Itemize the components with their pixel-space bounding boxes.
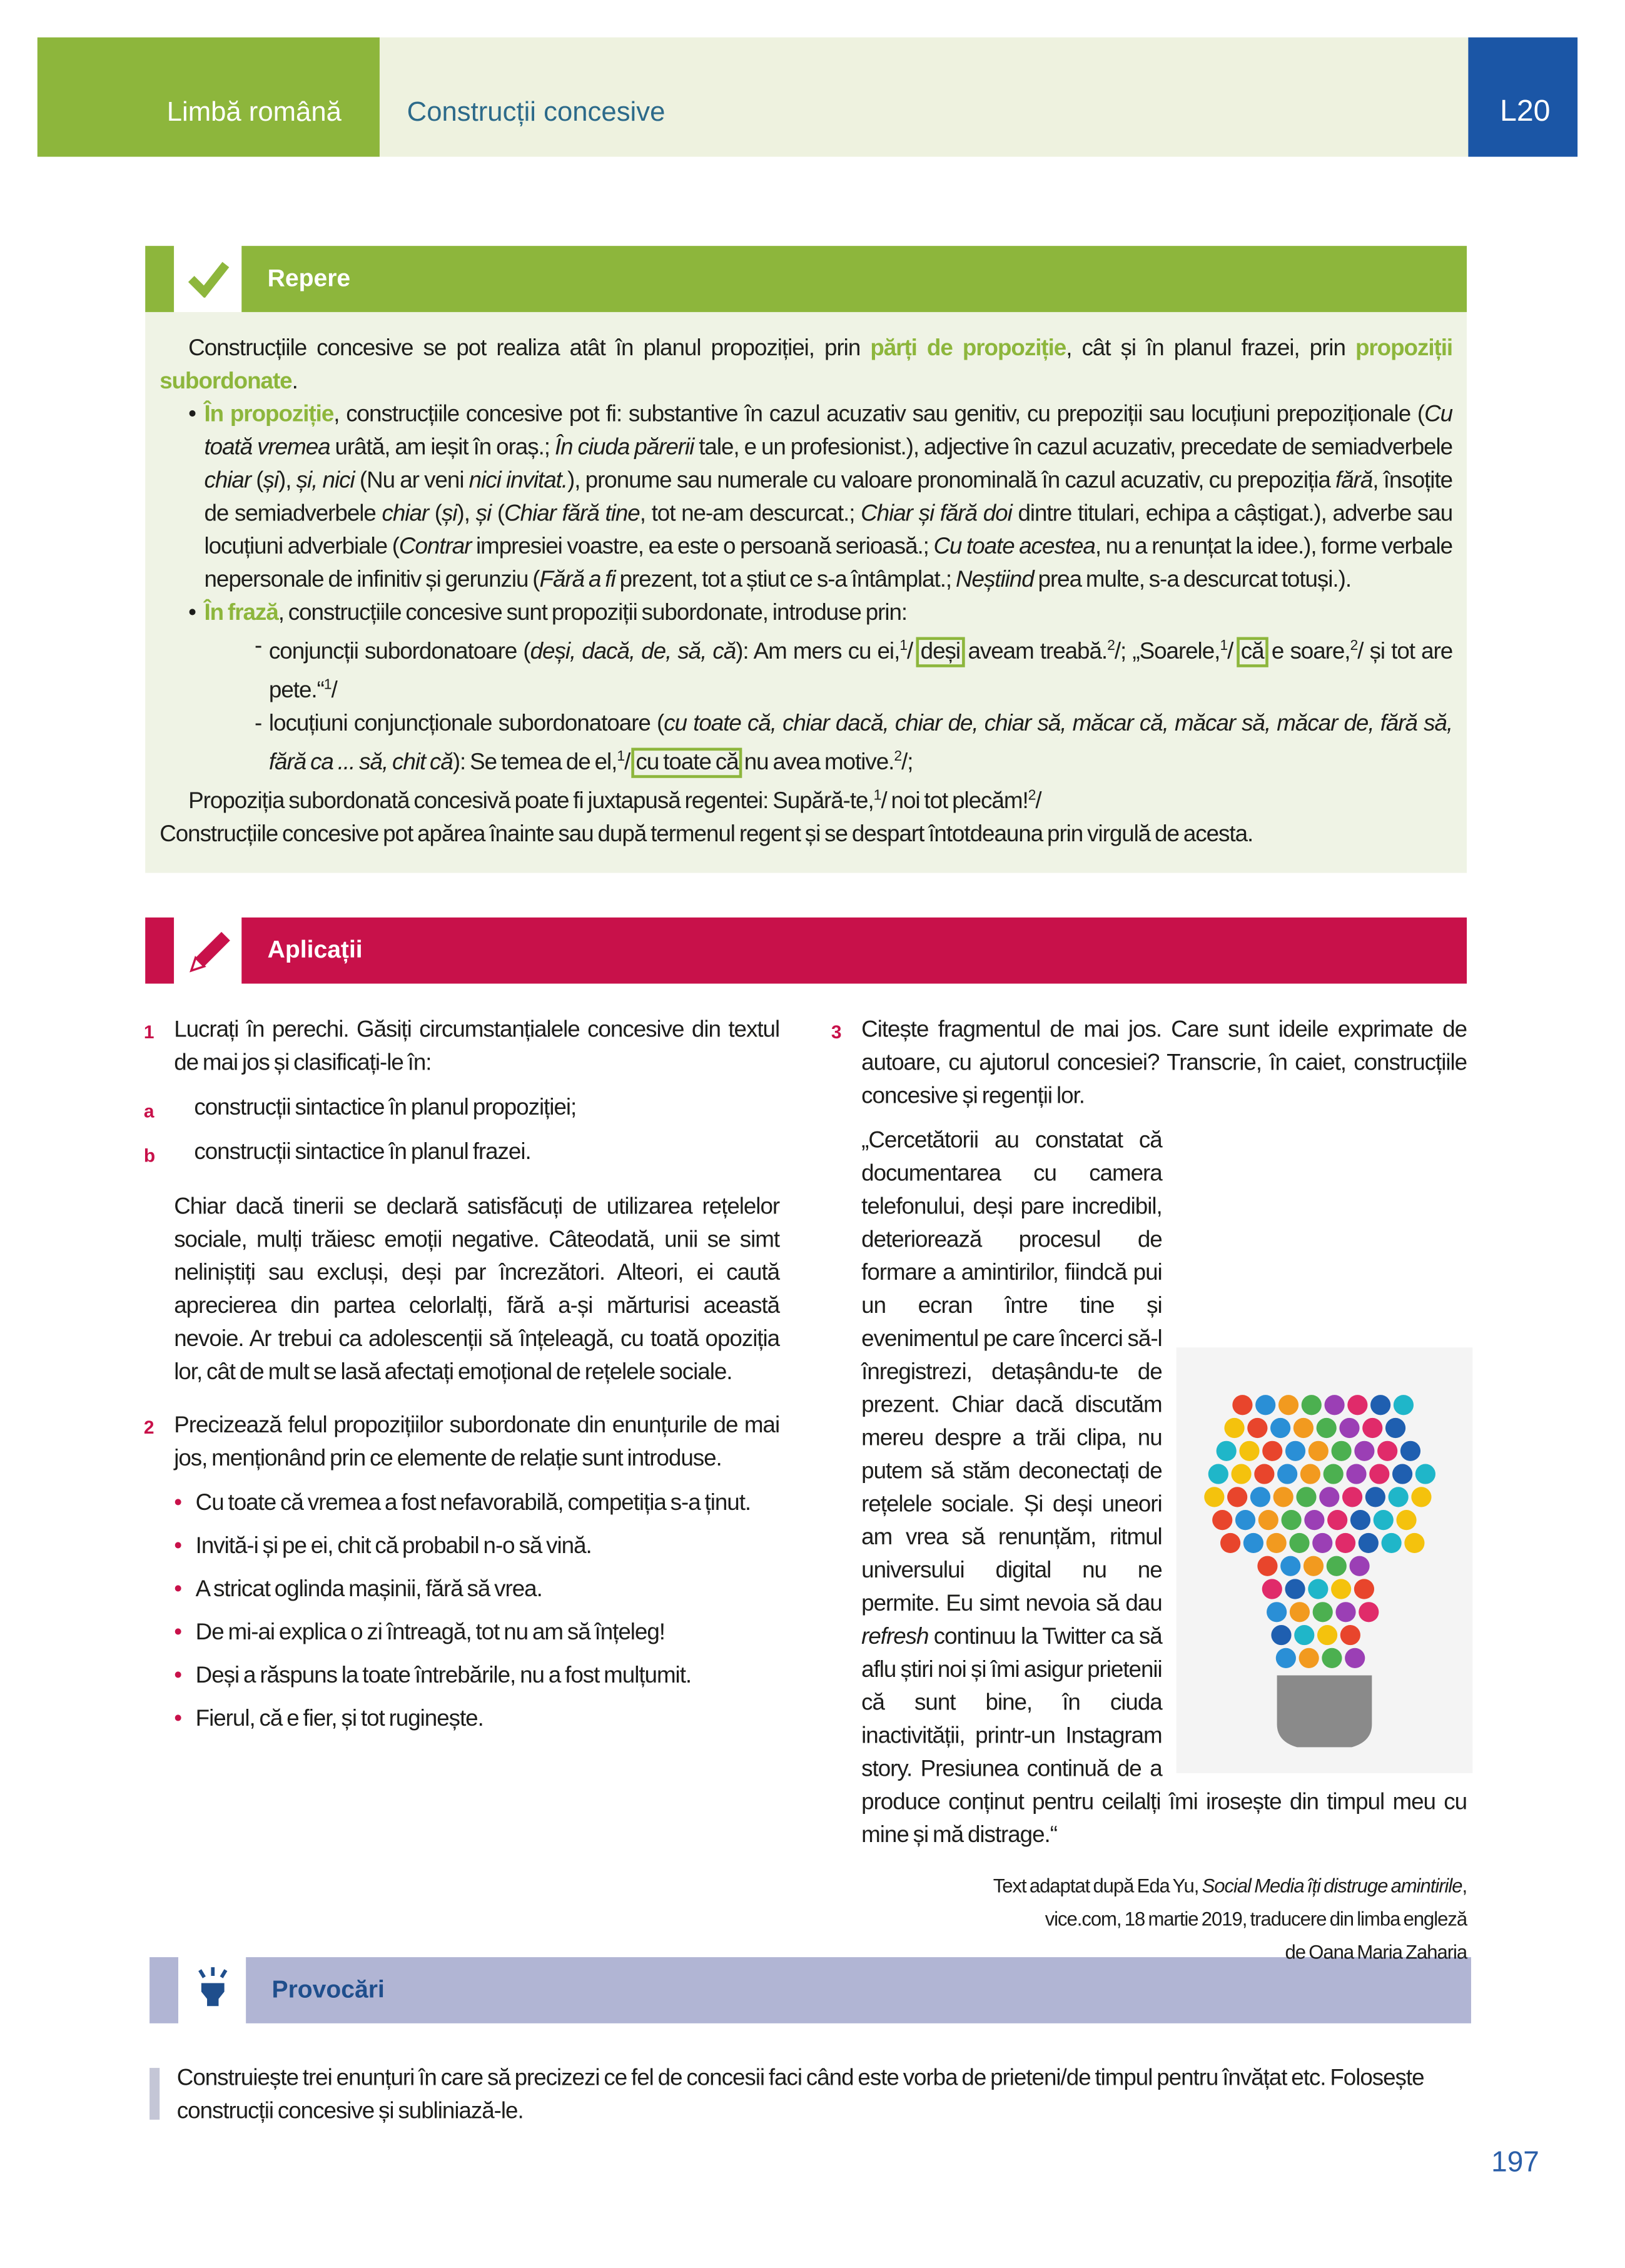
clause-index: 2: [1350, 638, 1358, 655]
social-icon: [1415, 1464, 1435, 1484]
item-letter: b: [143, 1145, 155, 1167]
sentence-item: • A stricat oglinda mașinii, fără să vrea.: [174, 1573, 779, 1606]
social-icon: [1354, 1579, 1374, 1599]
lightbulb-icon: [178, 1957, 246, 2023]
social-icon: [1335, 1533, 1355, 1553]
social-icon: [1243, 1533, 1263, 1553]
social-icon: [1340, 1625, 1360, 1645]
exercise-3-text: Citește fragmentul de mai jos. Care sunt ideile exprimate de autoare, cu ajutorul concesiei? Transcrie, în caiet, construcțiile concesive și regenții lor.: [861, 1018, 1467, 1109]
social-icon: [1304, 1556, 1324, 1576]
provocari-side-bar: [149, 2068, 159, 2120]
social-icon: [1385, 1418, 1405, 1438]
text-run: deși, dacă, de, să, că: [530, 640, 736, 665]
social-icon: [1346, 1464, 1366, 1484]
repere-dash-conjunctii: - conjuncții subordonatoare (deși, dacă, de, să, că): Am mers cu ei,$^1$/ deși aveam treabă.$^2$/; „Soarele,$^1$/ că e soare,$^2$/ și tot are pete.“$^1$/: [159, 630, 1452, 707]
boxed-connector: cu toate că: [634, 751, 740, 775]
text-run: Cu toate acestea: [933, 535, 1095, 560]
social-icon: [1280, 1556, 1300, 1576]
lesson-code: L20: [1499, 94, 1551, 128]
social-icon: [1319, 1487, 1339, 1507]
clause-index: 1: [899, 638, 908, 655]
social-icon: [1411, 1487, 1431, 1507]
text-run: vremea: [257, 435, 330, 460]
header-title-block: [380, 38, 1468, 157]
social-icon: [1262, 1579, 1282, 1599]
social-icon: [1255, 1395, 1275, 1415]
social-icon: [1224, 1418, 1244, 1438]
text-run: Chiar fără tine: [504, 502, 640, 527]
text-run: În ciuda părerii: [554, 435, 694, 460]
item-letter: a: [143, 1100, 154, 1122]
clause-index: 1: [617, 749, 625, 766]
text-run: cu toate că, chiar dacă, chiar de, chiar să, măcar că, măcar să, măcar de, fără să, fără ca ... să, chit că: [268, 712, 1453, 776]
social-icon: [1317, 1625, 1337, 1645]
social-icon: [1289, 1533, 1309, 1553]
social-icon: [1293, 1418, 1314, 1438]
social-icon: [1389, 1487, 1409, 1507]
social-icon: [1309, 1441, 1329, 1461]
social-icon: [1277, 1464, 1297, 1484]
exercise-1-item-b: [144, 1136, 779, 1169]
social-icon: [1285, 1441, 1305, 1461]
social-icon: [1271, 1625, 1291, 1645]
social-icon: [1370, 1395, 1390, 1415]
social-icon: [1212, 1510, 1232, 1530]
item-text: construcții sintactice în planul frazei.: [194, 1140, 531, 1165]
provocari-title: Provocări: [246, 1957, 1471, 2023]
provocari-strip: [149, 1957, 178, 2023]
social-icon: [1267, 1602, 1287, 1622]
clause-index: 2: [894, 749, 902, 766]
pencil-icon: [174, 918, 241, 984]
social-icon: [1374, 1510, 1394, 1530]
social-icon: [1270, 1418, 1290, 1438]
social-icon: [1262, 1441, 1282, 1461]
sentence-item: • Cu toate că vremea a fost nefavorabilă, competiția s-a ținut.: [174, 1487, 779, 1520]
repere-virgula: Construcțiile concesive pot apărea înainte sau după termenul regent și se despart întotdeauna prin virgulă de acesta.: [159, 823, 1253, 848]
social-icon: [1317, 1418, 1337, 1438]
repere-dash-locutiuni: - locuțiuni conjuncționale subordonatoare (cu toate că, chiar dacă, chiar de, chiar să, măcar că, măcar să, măcar de, fără să, fără ca ... să, chit că): Se temea de el,$^1$/ cu toate că nu avea motive.$^2$/;: [159, 707, 1452, 779]
aplicatii-header: [145, 918, 1467, 984]
page-number: 197: [1491, 2147, 1539, 2179]
social-icon: [1339, 1418, 1359, 1438]
exercise-3: [831, 1014, 1467, 1969]
social-icon: [1312, 1533, 1332, 1553]
social-icon: [1267, 1533, 1287, 1553]
social-icon: [1404, 1533, 1424, 1553]
social-icon: [1304, 1510, 1324, 1530]
sentence-item: • De mi-ai explica o zi întreagă, tot nu am să înțeleg!: [174, 1616, 779, 1649]
social-icon: [1345, 1648, 1365, 1668]
social-icon: [1308, 1579, 1328, 1599]
text-run: și: [442, 502, 457, 527]
social-icon: [1296, 1487, 1316, 1507]
social-icon: [1350, 1510, 1370, 1530]
social-icon: [1354, 1441, 1374, 1461]
social-icon: [1300, 1464, 1320, 1484]
exercise-3-quote: „Cercetătorii au constatat că documentarea cu camera telefonului, deși pare incredibil, deteriorează procesul de formare a amintirilor, fiindcă pui un ecran între tine și evenimentul pe care încerci să-l înregistrezi, detașându-te de prezent. Chiar dacă discutăm mereu despre a trăi clipa, nu putem să stăm deconectați de rețelele sociale. Și deși uneori am vrea să renunțăm, ritmul universului digital nu ne permite. Eu simt nevoia să dau refresh continuu la Twitter ca să aflu știri noi și îmi asigur prietenii că sunt bine, în ciuda inactivității, printr-un Instagram story. Presiunea continuă de a produce conținut pentru ceilalți îmi irosește din timpul meu cu mine și mă distrage.“: [861, 1128, 1467, 1848]
clause-index: 1: [873, 787, 881, 804]
text-run: Neștiind: [956, 568, 1034, 593]
lesson-title: Construcții concesive: [407, 98, 666, 128]
social-icon: [1382, 1533, 1402, 1553]
social-icon: [1331, 1579, 1351, 1599]
exercise-number: 2: [143, 1416, 154, 1439]
exercise-2-text: Precizează felul propozițiilor subordonate din enunțurile de mai jos, menționând prin ce elemente de relație sunt introduse.: [174, 1414, 780, 1471]
sentence-item: • Fierul, că e fier, și tot ruginește.: [174, 1703, 779, 1736]
social-icon: [1394, 1395, 1414, 1415]
social-icon: [1276, 1648, 1296, 1668]
text-run: În frază: [204, 601, 278, 626]
repere-strip: [145, 246, 174, 312]
provocari-text: Construiește trei enunțuri în care să precizezi ce fel de concesii faci când este vorba de prieteni/de timpul pentru învățat etc. Folosește construcții concesive și subliniază-le.: [176, 2066, 1424, 2124]
text-run: refresh: [861, 1624, 929, 1650]
social-icon: [1324, 1464, 1344, 1484]
social-icon: [1204, 1487, 1224, 1507]
social-icon: [1332, 1441, 1352, 1461]
left-column: [143, 1014, 780, 1746]
lightbulb-social-media-image: [1177, 1347, 1473, 1773]
social-icon: [1359, 1533, 1379, 1553]
repere-bullet-propozitie: • În propoziție, construcțiile concesive pot fi: substantive în cazul acuzativ sau genitiv, cu prepoziții sau locuțiuni prepoziționale (Cu toată vremea urâtă, am ieșit în oraș.; În ciuda părerii tale, e un profesionist.), adjective în cazul acuzativ, precedate de semiadverbele chiar (și), și, nici (Nu ar veni nici invitat.), pronume sau numerale cu valoare pronominală în cazul acuzativ, cu prepoziția fără, însoțite de semiadverbele chiar (și), și (Chiar fără tine, tot ne-am descurcat.; Chiar și fără doi dintre titulari, echipa a câștigat.), adverbe sau locuțiuni adverbiale (Contrar impresiei voastre, ea este o persoană serioasă.; Cu toate acestea, nu a renunțat la idee.), forme verbale nepersonale de infinitiv și gerunziu (Fără a fi prezent, tot a știut ce s-a întâmplat.; Neștiind prea multe, s-a descurcat totuși.).: [159, 398, 1452, 597]
subject-label: Limbă română: [166, 98, 342, 128]
social-icon: [1342, 1487, 1362, 1507]
aplicatii-title: Aplicații: [241, 918, 1467, 984]
sentence-item: • Invită-i și pe ei, chit că probabil n-o să vină.: [174, 1530, 779, 1563]
clause-index: 2: [1028, 787, 1036, 804]
social-icon: [1294, 1625, 1314, 1645]
bulb-base: [1277, 1675, 1372, 1747]
repere-header: [145, 246, 1467, 312]
boxed-connector: deși: [919, 640, 961, 664]
social-icon: [1347, 1395, 1367, 1415]
social-icon: [1208, 1464, 1228, 1484]
repere-intro: Construcțiile concesive se pot realiza atât în planul propoziției, prin părți de propoziție, cât și în planul frazei, prin propoziții subordonate.: [159, 336, 1453, 394]
social-icon: [1302, 1395, 1322, 1415]
social-icon: [1299, 1648, 1319, 1668]
social-icon: [1250, 1487, 1270, 1507]
social-icon: [1322, 1648, 1342, 1668]
text-run: chiar: [204, 468, 251, 494]
exercise-2: [143, 1409, 780, 1736]
social-icon: [1285, 1579, 1305, 1599]
clause-index: 1: [1220, 638, 1228, 655]
text-run: Cu toată: [204, 402, 1453, 460]
social-icon: [1377, 1441, 1397, 1461]
social-icon: [1313, 1602, 1333, 1622]
social-icon: [1362, 1418, 1382, 1438]
social-icon: [1235, 1510, 1255, 1530]
repere-title: Repere: [241, 246, 1467, 312]
check-icon: [174, 246, 241, 312]
social-icon: [1227, 1487, 1247, 1507]
item-text: construcții sintactice în planul propoziției;: [194, 1095, 577, 1120]
social-icon: [1359, 1602, 1379, 1622]
repere-bullet-fraza: • În frază, construcțiile concesive sunt propoziții subordonate, introduse prin:: [159, 597, 1452, 630]
text-run: Fără a fi: [539, 568, 615, 593]
text-run: Contrar: [398, 535, 472, 560]
right-column: [831, 1014, 1467, 1969]
social-icon: [1369, 1464, 1389, 1484]
repere-content: [159, 332, 1452, 851]
social-icon: [1231, 1464, 1251, 1484]
social-icon: [1400, 1441, 1420, 1461]
clause-index: 2: [1107, 638, 1115, 655]
social-icon: [1324, 1395, 1344, 1415]
text-run: fără: [1335, 468, 1373, 494]
social-icon: [1232, 1395, 1252, 1415]
quote-source: Text adaptat după Eda Yu, Social Media îți distruge amintirile, vice.com, 18 martie 2019, traducere din limba engleză de Oana Maria Zaharia: [993, 1875, 1467, 1963]
social-icon: [1335, 1602, 1355, 1622]
boxed-connector: că: [1239, 640, 1265, 664]
social-icon: [1273, 1487, 1293, 1507]
text-run: Social Media îți distruge amintirile: [1202, 1875, 1462, 1897]
social-icon: [1247, 1418, 1267, 1438]
sentence-item: • Deși a răspuns la toate întrebările, nu a fost mulțumit.: [174, 1659, 779, 1693]
repere-juxtapusa: Propoziția subordonată concesivă poate fi juxtapusă regentei: Supără-te,$^1$/ noi tot plecăm!$^2$/: [188, 787, 1041, 814]
exercise-1-text: Lucrați în perechi. Găsiți circumstanțialele concesive din textul de mai jos și clasificați-le în:: [174, 1018, 780, 1076]
social-icon: [1327, 1510, 1347, 1530]
social-icon: [1365, 1487, 1385, 1507]
text-run: și: [263, 468, 279, 494]
social-icon: [1396, 1510, 1416, 1530]
text-run: și: [475, 502, 492, 527]
text-run: În propoziție: [204, 402, 334, 427]
social-icon: [1281, 1510, 1301, 1530]
social-icon: [1257, 1556, 1277, 1576]
text-run: chiar: [382, 502, 429, 527]
social-icon: [1327, 1556, 1347, 1576]
text-run: propoziții subordonate: [159, 336, 1453, 394]
social-icon: [1217, 1441, 1237, 1461]
text-run: Chiar și fără doi: [861, 502, 1012, 527]
aplicatii-strip: [145, 918, 174, 984]
social-icon: [1254, 1464, 1274, 1484]
social-icon: [1278, 1395, 1298, 1415]
social-icon: [1392, 1464, 1412, 1484]
exercise-number: 3: [831, 1021, 841, 1043]
exercise-1-passage: Chiar dacă tinerii se declară satisfăcuți de utilizarea rețelelor sociale, mulți trăiesc emoții negative. Câteodată, unii se simt neliniștiți sau excluși, deși par încrezători. Alteori, ei caută aprecierea din partea celorlalți, fără a-și mărturisi această nevoie. Ar trebui ca adolescenții să înțeleagă, cu toată opoziția lor, cât de mult se lasă afectați emoțional de rețelele sociale.: [174, 1195, 780, 1385]
text-run: părți de propoziție: [870, 336, 1066, 362]
exercise-1-item-a: [144, 1091, 779, 1125]
social-icon: [1220, 1533, 1240, 1553]
header-subject-block: [38, 38, 380, 157]
text-run: și, nici: [296, 468, 355, 494]
text-run: nici invitat.: [468, 468, 568, 494]
clause-index: 1: [323, 677, 332, 694]
social-icon: [1258, 1510, 1278, 1530]
social-icon: [1239, 1441, 1259, 1461]
exercise-1: [143, 1014, 780, 1389]
social-icon: [1290, 1602, 1310, 1622]
exercise-number: 1: [143, 1021, 154, 1043]
social-icon: [1349, 1556, 1369, 1576]
